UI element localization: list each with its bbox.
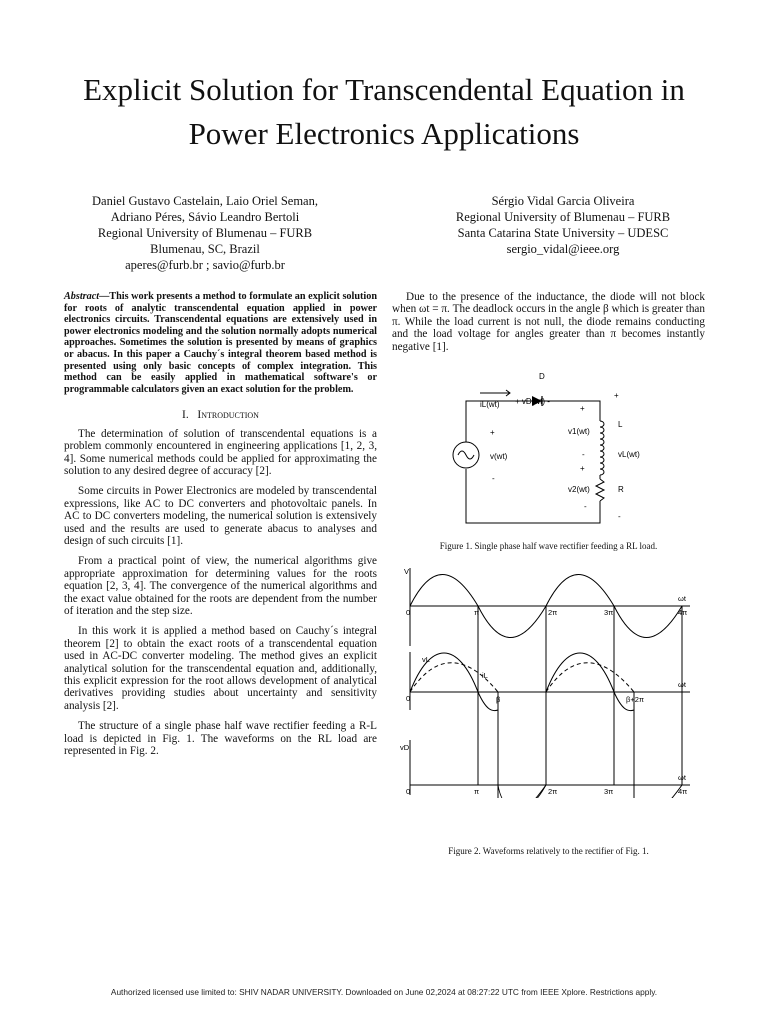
author-emails: aperes@furb.br ; savio@furb.br bbox=[125, 258, 285, 272]
paper-title bbox=[40, 68, 728, 156]
label-plus-mid: + bbox=[580, 404, 585, 413]
affiliation-1: Regional University of Blumenau – FURB bbox=[455, 210, 671, 224]
intro-paragraph-2: Some circuits in Power Electronics are modeled by transcendental expressions, like AC to DC converters and photovoltaic panels. In AC to DC converters modeling, the numerical solution is extensively used and the results are used to generate abacus to analyses and design of such circuits [1]. bbox=[64, 485, 377, 547]
figure-1-caption: Figure 1. Single phase half wave rectifier feeding a RL load. bbox=[439, 541, 658, 551]
location: Blumenau, SC, Brazil bbox=[150, 242, 260, 256]
label-plus-left: + bbox=[490, 428, 495, 437]
label-minus-bottom: - bbox=[618, 512, 621, 521]
label-vd: vD bbox=[400, 743, 410, 752]
left-column bbox=[64, 291, 377, 766]
resistor bbox=[596, 479, 604, 501]
label-pi-3: π bbox=[474, 787, 480, 796]
label-zero-1: 0 bbox=[406, 608, 411, 617]
author-names-1: Daniel Gustavo Castelain, Laio Oriel Seman, bbox=[92, 194, 318, 208]
license-footer: Authorized licensed use limited to: SHIV NADAR UNIVERSITY. Downloaded on June 02,2024 at 08:27:22 UTC from IEEE Xplore. Restrictions apply. bbox=[110, 987, 658, 997]
figure-2-caption: Figure 2. Waveforms relatively to the rectifier of Fig. 1. bbox=[448, 846, 649, 856]
affiliation-2: Santa Catarina State University – UDESC bbox=[457, 226, 669, 240]
label-3pi-1: 3π bbox=[604, 608, 614, 617]
abstract-lead: Abstract bbox=[64, 291, 100, 302]
author-name: Sérgio Vidal Garcia Oliveira bbox=[491, 194, 635, 208]
label-4pi-3: 4π bbox=[678, 787, 688, 796]
label-il: iL(wt) bbox=[480, 400, 500, 409]
intro-paragraph-1: The determination of solution of transcendental equations is a problem commonly encountered in engineering applications [1, 2, 3, 4]. Some numerical methods could be applied for approximating the solution to any desired degree of accuracy [2]. bbox=[64, 427, 377, 477]
label-pi-1: π bbox=[474, 608, 480, 617]
label-zero-2: 0 bbox=[406, 694, 411, 703]
label-zero-3: 0 bbox=[406, 787, 411, 796]
label-plus-top: + bbox=[614, 391, 619, 400]
label-2pi-1: 2π bbox=[548, 608, 558, 617]
section-title: Introduction bbox=[197, 409, 259, 422]
author-email: sergio_vidal@ieee.org bbox=[506, 242, 620, 256]
title-line-1: Explicit Solution for Transcendental Equation in bbox=[83, 72, 685, 107]
label-vl: vL(wt) bbox=[618, 450, 640, 459]
label-vs: v(wt) bbox=[490, 452, 508, 461]
right-column bbox=[392, 291, 705, 361]
intro-paragraph-3: From a practical point of view, the numerical algorithms give appropriate approximation for determining values for the roots equation [2, 3, 4]. The convergence of the numerical algorithms and the exact value obtained for the roots are dependent from the number of iteration and the step size. bbox=[64, 555, 377, 618]
author-block-right bbox=[420, 193, 706, 257]
label-2pi-3: 2π bbox=[548, 787, 558, 796]
label-vd: + vD(wt) - bbox=[515, 397, 550, 406]
label-v1: v1(wt) bbox=[568, 427, 590, 436]
label-3pi-3: 3π bbox=[604, 787, 614, 796]
il-curve bbox=[410, 663, 634, 692]
figure-2-waveforms bbox=[398, 560, 698, 798]
label-v2: v2(wt) bbox=[568, 485, 590, 494]
title-line-2: Power Electronics Applications bbox=[188, 116, 580, 151]
label-r: R bbox=[618, 485, 624, 494]
abstract-body: —This work presents a method to formulate an explicit solution for roots of analytic transcendental equation applied in power electronics circuits. Transcendental equations are extensively used in power electronics modeling and the solution normally adopts numerical approaches. Sometimes the solution is presented by means of graphics or abacus. In this paper a Cauchy´s integral theorem based method is presented using only basic concepts of complex integration. This method can be easily applied in mathematical software's or programmable calculators given an exact solution for the problem. bbox=[64, 291, 377, 395]
label-wt-3: ωt bbox=[678, 773, 686, 782]
intro-paragraph-4: In this work it is applied a method based on Cauchy´s integral theorem [2] to obtain the exact roots of a transcendental equation used in AC-DC converter modeling. The method gives an explicit analytical solution for the transcendental equation and, additionally, this explicit expression for the root allows development of analytical derivatives providing studies about uncertainty and sensitivity analysis [2]. bbox=[64, 625, 377, 712]
affiliation: Regional University of Blumenau – FURB bbox=[97, 226, 313, 240]
wire-bottom bbox=[466, 469, 600, 523]
label-beta: β bbox=[496, 695, 501, 704]
author-names-2: Adriano Péres, Sávio Leandro Bertoli bbox=[110, 210, 300, 224]
label-il: iL bbox=[482, 671, 488, 680]
intro-paragraph-5: The structure of a single phase half wave rectifier feeding a R-L load is depicted in Fig. 1. The waveforms on the RL load are represented in Fig. 2. bbox=[64, 720, 377, 758]
label-minus-left: - bbox=[492, 474, 495, 483]
abstract bbox=[64, 291, 377, 395]
label-plus-r: + bbox=[580, 464, 585, 473]
label-vl: vL bbox=[422, 655, 430, 664]
label-minus-r: - bbox=[584, 502, 587, 511]
label-l: L bbox=[618, 420, 623, 429]
vd-neg-body bbox=[498, 785, 546, 798]
section-number: I. bbox=[182, 409, 189, 422]
label-4pi-1: 4π bbox=[678, 608, 688, 617]
label-v: V bbox=[404, 567, 410, 576]
author-block-left bbox=[64, 193, 346, 273]
section-heading bbox=[64, 409, 377, 421]
vd-curve bbox=[410, 785, 682, 798]
label-beta2: β+2π bbox=[626, 695, 645, 704]
label-wt-1: ωt bbox=[678, 594, 686, 603]
inductor-coil bbox=[600, 421, 604, 475]
label-diode: D bbox=[539, 372, 545, 381]
diode-paragraph: Due to the presence of the inductance, the diode will not block when ωt = π. The deadlock occurs in the angle β which is greater than π. While the load current is not null, the diode remains conducting and the load voltage for angles greater than π becomes instantly negative [1]. bbox=[392, 291, 705, 353]
label-wt-2: ωt bbox=[678, 680, 686, 689]
label-minus-l: - bbox=[582, 450, 585, 459]
figure-1-circuit bbox=[450, 365, 650, 527]
